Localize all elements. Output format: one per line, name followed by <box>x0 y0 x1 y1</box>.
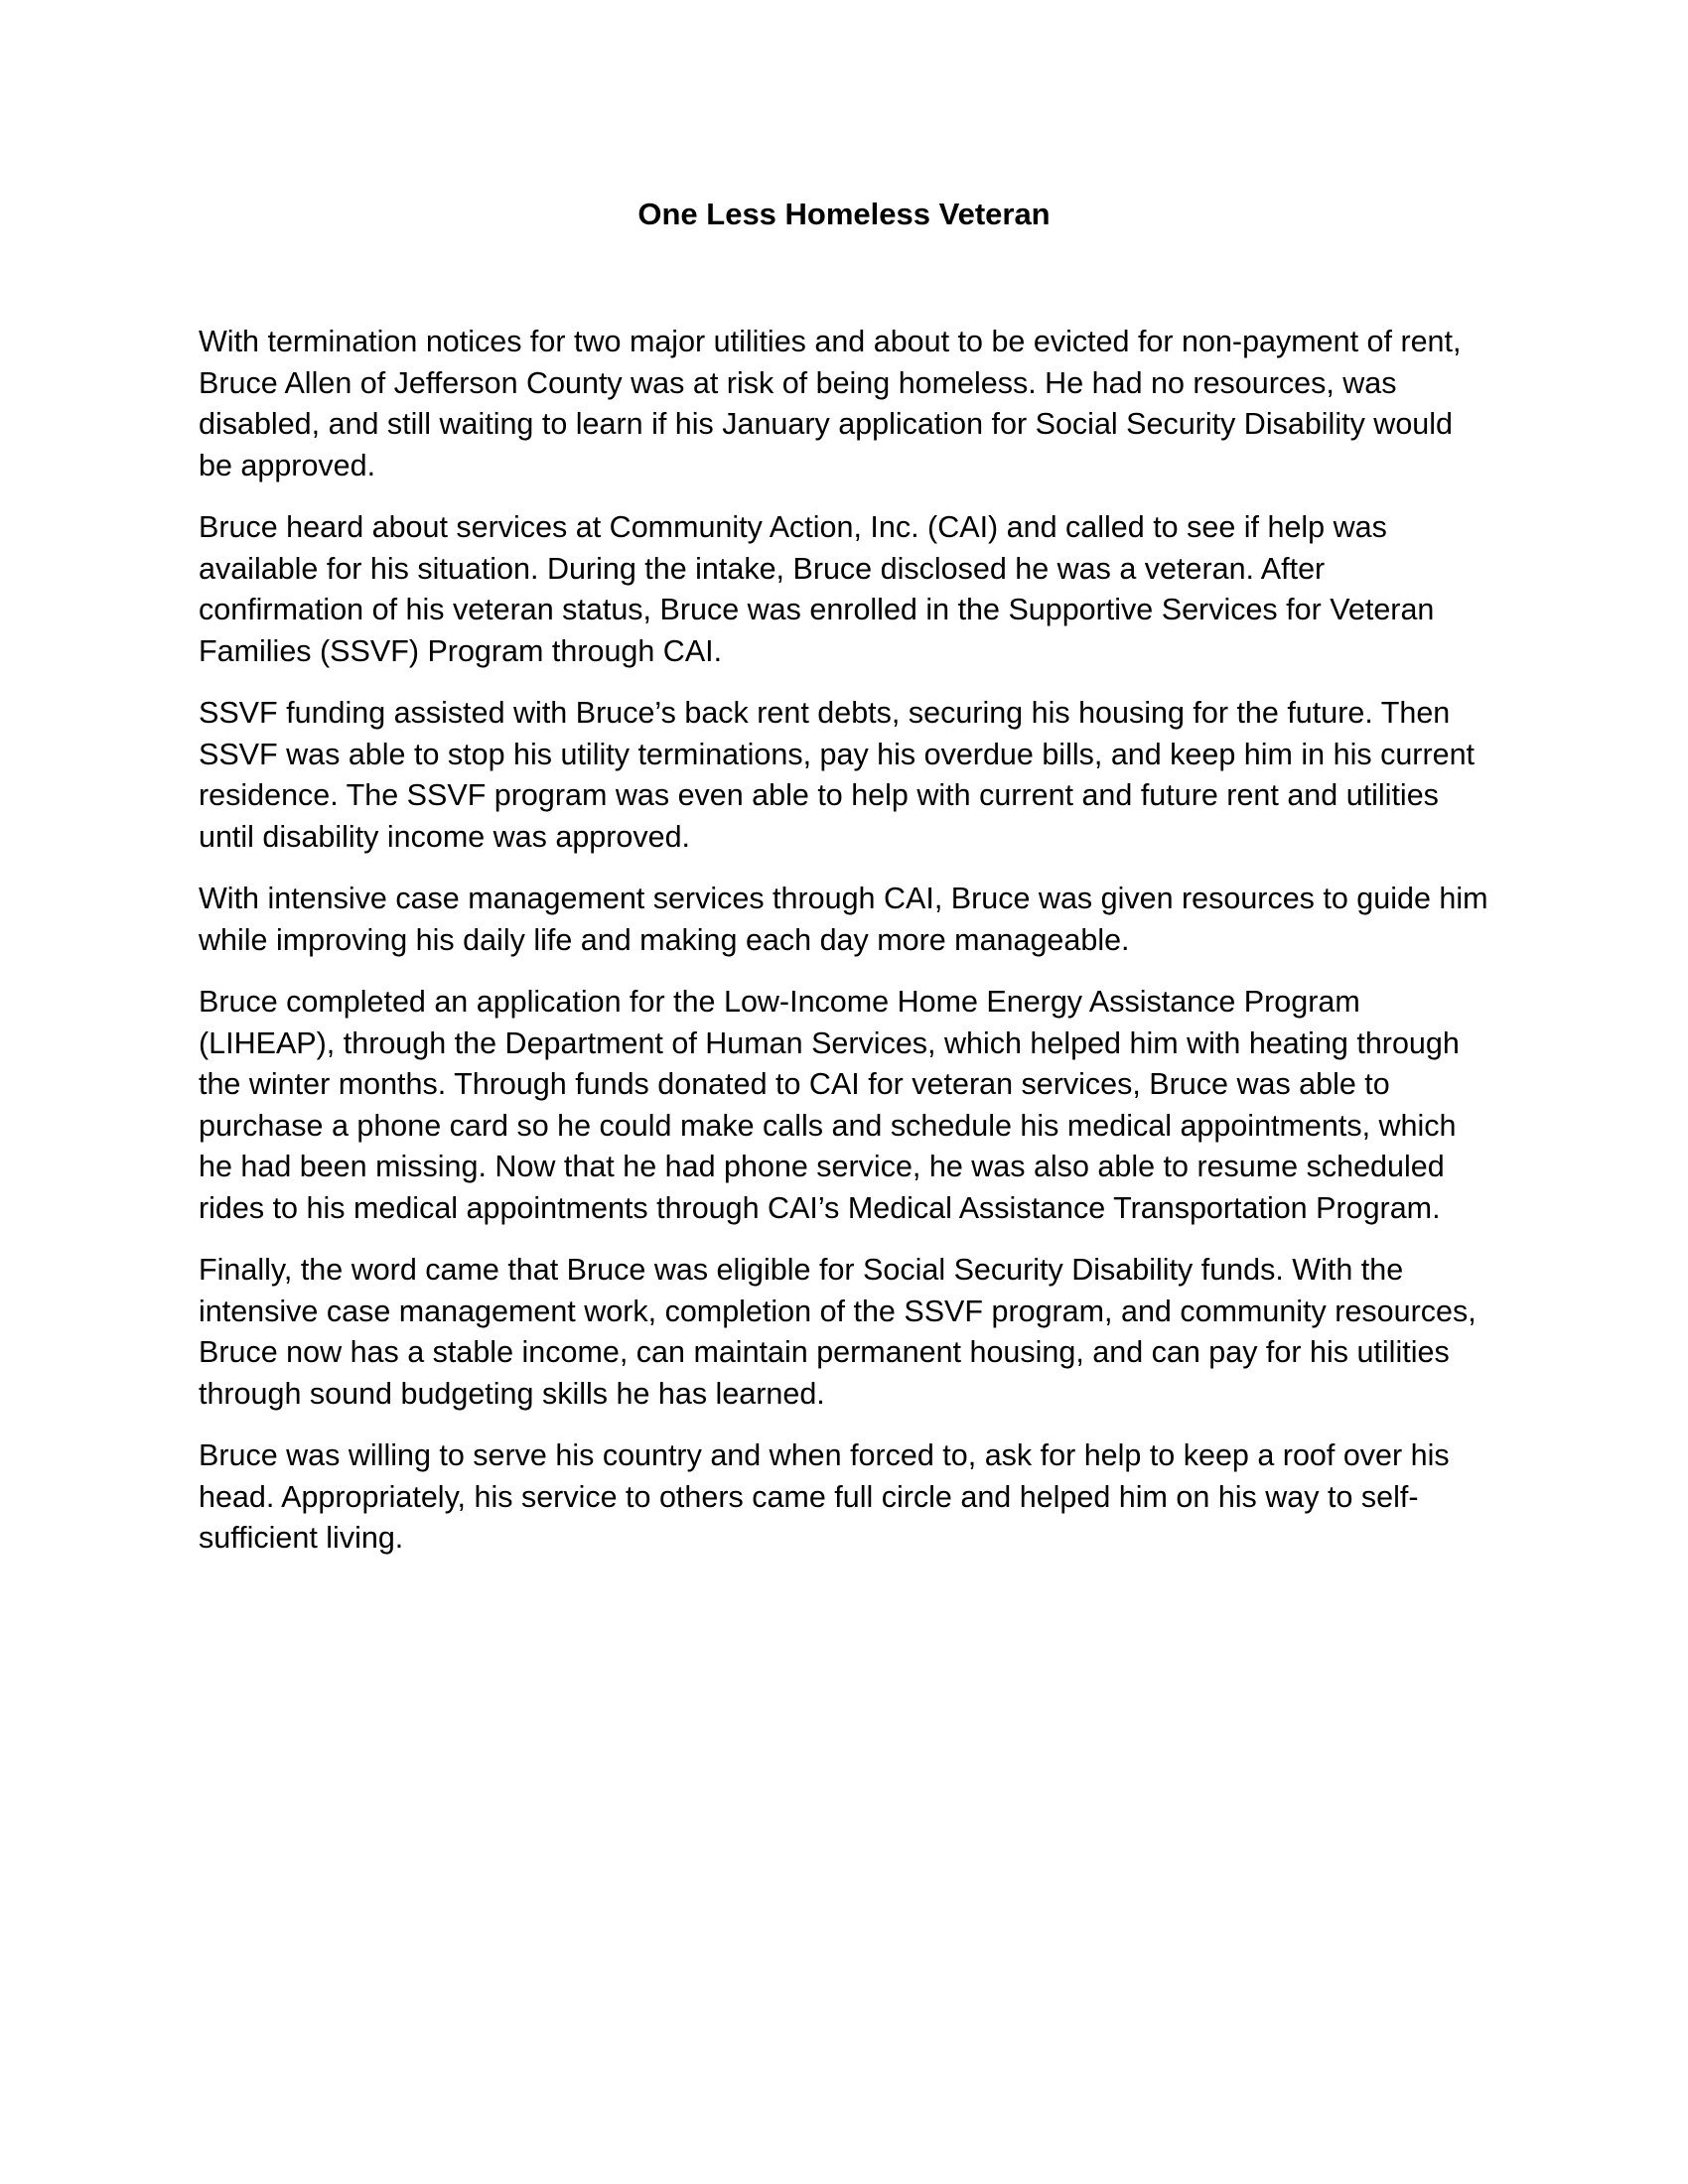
document-body <box>199 322 1489 1580</box>
paragraph-7: Bruce was willing to serve his country and when forced to, ask for help to keep a roof over his head. Appropriately, his service to others came full circle and helped him on his way to self-sufficient living. <box>199 1438 1450 1555</box>
paragraph-5: Bruce completed an application for the Low-Income Home Energy Assistance Program (LIHEAP), through the Department of Human Services, which helped him with heating through the winter months. Through funds donated to CAI for veteran services, Bruce was able to purchase a phone card so he could make calls and schedule his medical appointments, which he had been missing. Now that he had phone service, he was also able to resume scheduled rides to his medical appointments through CAI’s Medical Assistance Transportation Program. <box>199 985 1460 1225</box>
paragraph-3: SSVF funding assisted with Bruce’s back rent debts, securing his housing for the future. Then SSVF was able to stop his utility terminations, pay his overdue bills, and keep him in his current residence. The SSVF program was even able to help with current and future rent and utilities until disability income was approved. <box>199 696 1476 854</box>
paragraph-6: Finally, the word came that Bruce was eligible for Social Security Disability funds. With the intensive case management work, completion of the SSVF program, and community resources, Bruce now has a stable income, can maintain permanent housing, and can pay for his utilities through sound budgeting skills he has learned. <box>199 1253 1477 1411</box>
paragraph-4: With intensive case management services through CAI, Bruce was given resources to guide him while improving his daily life and making each day more manageable. <box>199 882 1488 957</box>
paragraph-2: Bruce heard about services at Community Action, Inc. (CAI) and called to see if help was available for his situation. During the intake, Bruce disclosed he was a veteran. After confirmation of his veteran status, Bruce was enrolled in the Supportive Services for Veteran Families (SSVF) Program through CAI. <box>199 510 1435 668</box>
paragraph-1: With termination notices for two major utilities and about to be evicted for non-payment of rent, Bruce Allen of Jefferson County was at risk of being homeless. He had no resources, was disabled, and still waiting to learn if his January application for Social Security Disability would be approved. <box>199 325 1462 482</box>
document-title: One Less Homeless Veteran <box>637 197 1051 231</box>
